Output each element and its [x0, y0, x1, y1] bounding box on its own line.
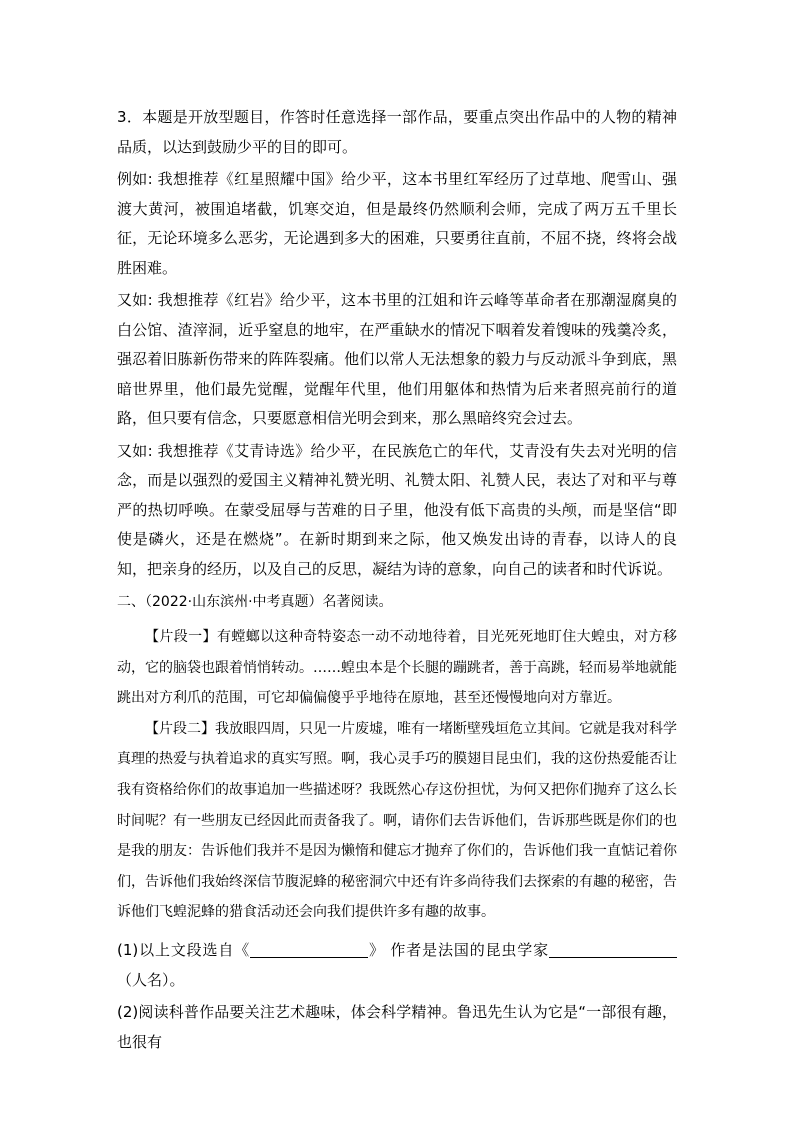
excerpt-1 [117, 622, 677, 714]
question-1-suffix: （人名）。 [117, 970, 185, 989]
q3-intro: 3．本题是开放型题目，作答时任意选择一部作品，要重点突出作品中的人物的精神品质，以达到鼓励少平的目的即可。 [117, 108, 677, 156]
excerpts [117, 622, 677, 928]
excerpt-2 [117, 714, 677, 928]
answer-q3 [117, 103, 677, 584]
q3-example-2: 又如: 我想推荐《红岩》给少平，这本书里的江姐和许云峰等革命者在那潮湿腐臭的白公馆、渣滓洞，近乎窒息的地牢，在严重缺水的情况下咽着发着馊味的残羹冷炙，强忍着旧胨新伤带来的阵阵裂痛。他们以常人无法想象的毅力与反动派斗争到底，黑暗世界里，他们最先觉醒，觉醒年代里，他们用躯体和热情为后来者照亮前行的道路，但只要有信念，只要愿意相信光明会到来，那么黑暗终究会过去。 [117, 291, 677, 427]
excerpt-2-text: 我放眼四周，只见一片废墟，唯有一堵断壁残垣危立其间。它就是我对科学真理的热爱与执着追求的真实写照。啊，我心灵手巧的膜翅目昆虫们，我的这份热爱能否让我有资格给你们的故事追加一些描述呀？我既然心存这份担忧，为何又把你们抛弃了这么长时间呢？有一些朋友已经因此而责备我了。啊，请你们去告诉他们，告诉那些既是你们的也是我的朋友：告诉他们我并不是因为懒惰和健忘才抛弃了你们的，告诉他们我一直惦记着你们，告诉他们我始终深信节腹泥蜂的秘密洞穴中还有许多尚待我们去探索的有趣的秘密，告诉他们飞蝗泥蜂的猎食活动还会向我们提供许多有趣的故事。 [117, 720, 677, 921]
section-2-heading: 二、（2022·山东滨州·中考真题）名著阅读。 [117, 594, 393, 610]
book-title-blank[interactable] [250, 940, 368, 958]
excerpt-1-text: 有螳螂以这种奇特姿态一动不动地待着，目光死死地盯住大蝗虫，对方移动，它的脑袋也跟着悄悄转动。……蝗虫本是个长腿的蹦跳者，善于高跳，轻而易举地就能跳出对方利爪的范围，可它却偏偏傻乎乎地待在原地，甚至还慢慢地向对方靠近。 [117, 629, 678, 707]
excerpt-1-tag: 【片段一】 [145, 629, 217, 645]
question-1 [117, 936, 677, 995]
q3-example-3: 又如: 我想推荐《艾青诗选》给少平，在民族危亡的年代，艾青没有失去对光明的信念，而是以强烈的爱国主义精神礼赞光明、礼赞太阳、礼赞人民，表达了对和平与尊严的热切呼唤。在蒙受屈辱与苦难的日子里，他没有低下高贵的头颅，而是坚信“即使是磷火，还是在燃烧”。在新时期到来之际，他又焕发出诗的青春，以诗人的良知，把亲身的经历，以及自己的反思，凝结为诗的意象，向自己的读者和时代诉说。 [117, 441, 677, 578]
question-1-prefix: (1)以上文段选自《 [117, 941, 251, 959]
author-name-blank[interactable] [549, 940, 677, 958]
excerpt-2-tag: 【片段二】 [145, 720, 215, 737]
question-2: (2)阅读科普作品要关注艺术趣味，体会科学精神。鲁迅先生认为它是“一部很有趣，也很有 [117, 1003, 677, 1051]
questions [117, 936, 677, 1057]
q3-example-1: 例如: 我想推荐《红星照耀中国》给少平，这本书里红军经历了过草地、爬雪山、强渡大黄河，被围追堵截，饥寒交迫，但是最终仍然顺利会师，完成了两万五千里长征，无论环境多么恶劣，无论遇到多大的困难，只要勇往直前，不屈不挠，终将会战胜困难。 [117, 170, 677, 277]
question-1-middle: 》 作者是法国的昆虫学家 [368, 941, 549, 959]
